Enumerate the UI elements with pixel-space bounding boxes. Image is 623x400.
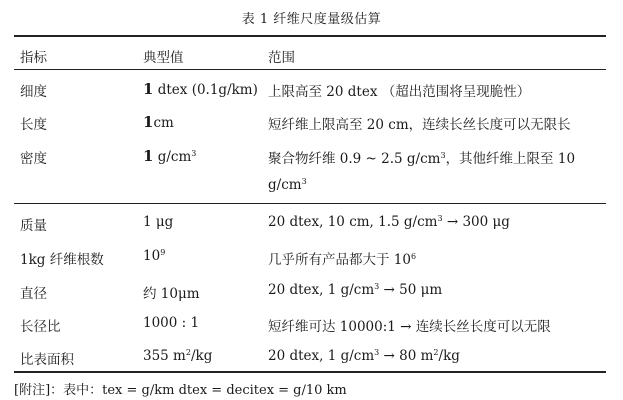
- range-superscript: 6: [410, 252, 417, 261]
- value-superscript: 9: [160, 248, 166, 257]
- row-name: 直径: [20, 286, 47, 302]
- row-value: [143, 113, 174, 131]
- range-part: → 300 μg: [442, 214, 510, 230]
- row-range: [268, 147, 575, 167]
- header-divider: [14, 69, 606, 70]
- row-name: 比表面积: [20, 352, 74, 368]
- value-unit: cm: [153, 115, 174, 131]
- table-caption: 表 1 纤维尺度量级估算: [241, 12, 382, 27]
- row-range: 上限高至 20 dtex （超出范围将呈现脆性）: [268, 84, 531, 100]
- range-part: 几乎所有产品都大于 10: [268, 252, 411, 268]
- row-range: [268, 348, 460, 364]
- range-part: → 50 μm: [379, 282, 443, 298]
- value-base: 355 m: [143, 348, 186, 364]
- table-footnote: [附注]：表中：tex = g/km dtex = decitex = g/10 km: [14, 383, 347, 398]
- range-part: ，其他纤维上限至 10: [445, 151, 576, 167]
- value-superscript: 3: [191, 149, 197, 158]
- table-top-rule: [14, 35, 606, 37]
- range-superscript: 2: [433, 348, 439, 357]
- row-name: 密度: [20, 151, 47, 167]
- row-value: [143, 348, 212, 364]
- value-number: 1: [143, 80, 154, 98]
- value-base: 10: [143, 248, 161, 264]
- value-unit: dtex (0.1g/km): [153, 82, 258, 98]
- header-indicator: 指标: [20, 50, 47, 66]
- range-part: /kg: [438, 348, 460, 364]
- row-range: [268, 214, 510, 230]
- row-value: 1000 : 1: [143, 315, 200, 331]
- row-name: 长径比: [20, 319, 61, 335]
- value-number: 1: [143, 113, 154, 131]
- row-name: 质量: [20, 218, 47, 234]
- range-part: → 80 m: [379, 348, 434, 364]
- range-superscript: 3: [374, 348, 380, 357]
- header-range: 范围: [268, 50, 295, 66]
- row-value: 约 10μm: [143, 286, 200, 302]
- row-range: 短纤维上限高至 20 cm，连续长丝长度可以无限长: [268, 117, 571, 133]
- row-range: 短纤维可达 10000:1 → 连续长丝长度可以无限: [268, 319, 551, 335]
- row-range: [268, 248, 416, 268]
- range-part: 20 dtex, 1 g/cm: [268, 348, 375, 364]
- range-part: 聚合物纤维 0.9 ~ 2.5 g/cm: [268, 151, 441, 167]
- row-value: [143, 80, 258, 98]
- range-superscript: 3: [440, 151, 446, 160]
- value-unit: g/cm: [153, 149, 192, 165]
- value-superscript: 2: [185, 348, 191, 357]
- row-name: 细度: [20, 84, 47, 100]
- range-part: g/cm: [268, 177, 302, 193]
- row-range-wrap: [268, 177, 307, 193]
- row-name: 1kg 纤维根数: [20, 252, 104, 268]
- row-value: [143, 147, 196, 165]
- range-superscript: 3: [301, 177, 307, 186]
- row-value: 1 μg: [143, 214, 174, 230]
- row-value: [143, 248, 165, 264]
- row-name: 长度: [20, 117, 47, 133]
- value-number: 1: [143, 147, 154, 165]
- range-part: 20 dtex, 1 g/cm: [268, 282, 375, 298]
- range-superscript: 3: [437, 214, 443, 223]
- range-part: 20 dtex, 10 cm, 1.5 g/cm: [268, 214, 438, 230]
- value-unit: /kg: [190, 348, 213, 364]
- header-typical-value: 典型值: [143, 50, 184, 66]
- row-range: [268, 282, 442, 298]
- section-divider: [14, 203, 606, 204]
- table-bottom-rule: [14, 371, 606, 373]
- range-superscript: 3: [374, 282, 380, 291]
